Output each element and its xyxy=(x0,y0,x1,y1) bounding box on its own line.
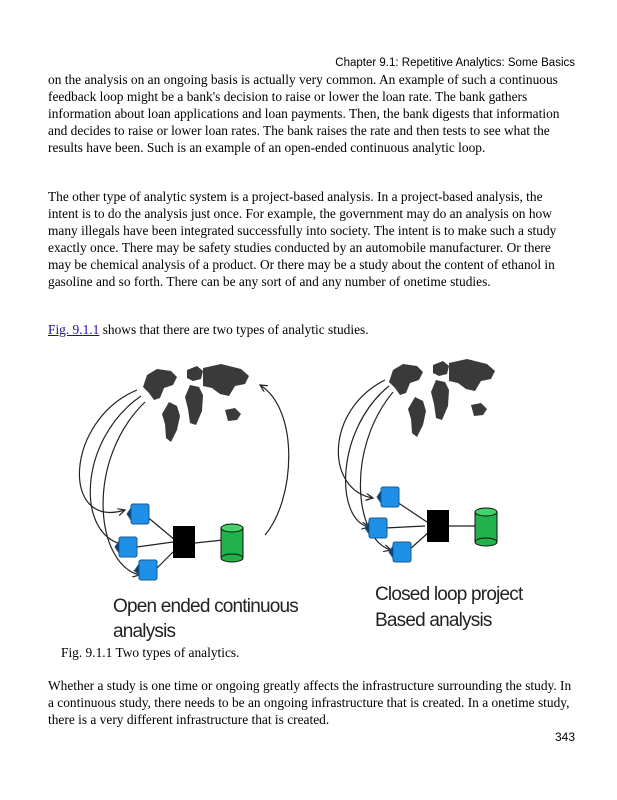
paragraph-1: on the analysis on an ongoing basis is actually very common. An example of such a continuous feedback loop might be a bank's decision to raise or lower the loan rate. The bank gathers information about loan applications and loan payments. Then, the bank digests that information and decides to raise or lower loan rates. The bank raises the rate and then tests to see what the results have been. Such is an example of an open-ended continuous analytic loop. xyxy=(48,72,560,155)
process-block xyxy=(173,526,195,558)
data-source-node xyxy=(119,537,137,557)
loop-return-arrow xyxy=(260,385,289,535)
world-map-icon xyxy=(389,359,495,437)
left-diagram-label-1: Open ended continuous xyxy=(113,596,298,617)
right-diagram-label-2: Based analysis xyxy=(375,610,492,631)
process-block xyxy=(427,510,449,542)
running-header: Chapter 9.1: Repetitive Analytics: Some Basics xyxy=(335,57,575,69)
paragraph-3-text: shows that there are two types of analytic studies. xyxy=(99,322,369,337)
data-source-node xyxy=(393,542,411,562)
closed-loop-diagram xyxy=(338,359,524,631)
data-source-node xyxy=(369,518,387,538)
paragraph-2: The other type of analytic system is a project-based analysis. In a project-based analysis, the intent is to do the analysis just once. For example, the government may do an analysis on how many illegals have been integrated successfully into society. The intent is to make such a study exactly once. There may be safety studies conducted by an automobile manufacturer. Or there may be chemical analysis of a product. Or there may be a study about the content of ethanol in gasoline and so forth. There can be any sort of and any number of onetime studies. xyxy=(48,189,557,289)
figure-caption: Fig. 9.1.1 Two types of analytics. xyxy=(61,645,240,660)
page-number: 343 xyxy=(554,730,575,744)
feedback-arrow xyxy=(79,390,137,512)
right-diagram-label-1: Closed loop project xyxy=(375,584,523,605)
database-cylinder xyxy=(221,524,243,562)
data-source-node xyxy=(381,487,399,507)
database-cylinder xyxy=(475,508,497,546)
open-ended-diagram xyxy=(79,364,298,642)
data-source-node xyxy=(131,504,149,524)
paragraph-4: Whether a study is one time or ongoing greatly affects the infrastructure surrounding the study. In a continuous study, there needs to be an ongoing infrastructure that is created. In a onetime study, there is a very different infrastructure that is created. xyxy=(48,678,572,727)
figure-two-analytics xyxy=(55,350,575,650)
figure-link[interactable]: Fig. 9.1.1 xyxy=(48,322,100,337)
data-source-node xyxy=(139,560,157,580)
paragraph-3 xyxy=(48,321,573,338)
left-diagram-label-2: analysis xyxy=(113,621,176,642)
world-map-icon xyxy=(143,364,249,442)
